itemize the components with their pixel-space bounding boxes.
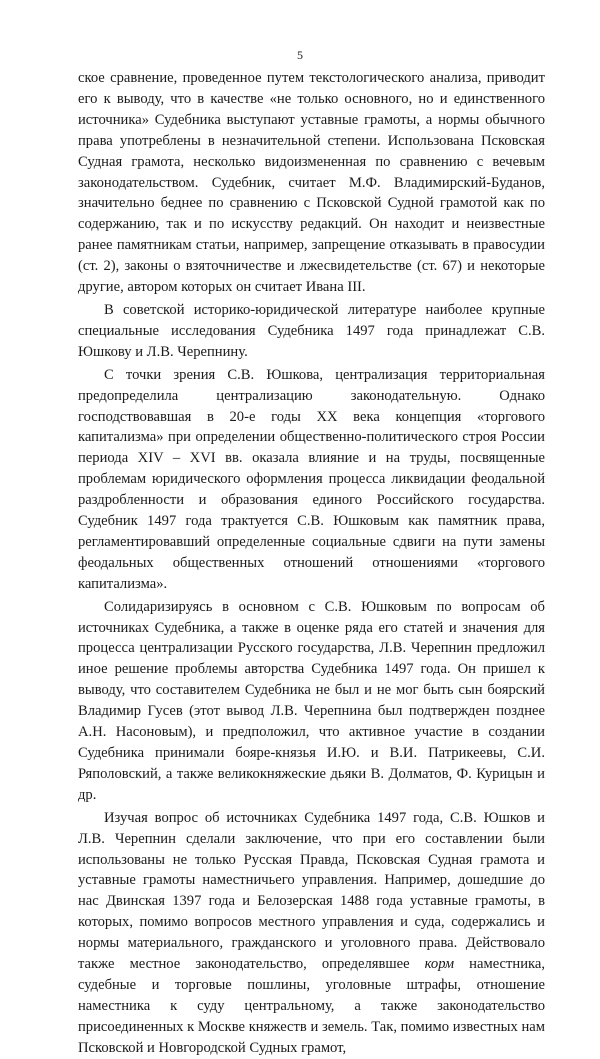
emphasized-term: корм <box>424 956 455 973</box>
page-number: 5 <box>297 48 303 62</box>
text-body <box>78 68 545 1059</box>
paragraph-4: Солидаризируясь в основном с С.В. Юшковым по вопросам об источниках Судебника, а также в оценке ряда его статей и значения для процесса централизации Русского государства, Л.В. Черепнин предложил иное решение проблемы авторства Судебника 1497 года. Он пришел к выводу, что составителем Судебника не был и не мог быть сын боярский Владимир Гусев (этот вывод Л.В. Черепнина был подтвержден позднее А.Н. Насоновым), и предположил, что активное участие в создании Судебника принимали бояре-князья И.Ю. и В.И. Патрикеевы, С.И. Ряполовский, а также великокняжеские дьяки В. Долматов, Ф. Курицын и др. <box>78 598 545 803</box>
paragraph-5-part-1: Изучая вопрос об источниках Судебника 1497 года, С.В. Юшков и Л.В. Черепнин сделали заключение, что при его составлении были использованы не только Русская Правда, Псковская Судная грамота и уставные грамоты наместничьего управления. Например, дошедшие до нас Двинская 1397 года и Белозерская 1488 года уставные грамоты, в которых, помимо вопросов местного управления и суда, содержались и нормы материального, гражданского и уголовного права. Действовало также местное законодательство, определявшее <box>78 809 545 973</box>
paragraph-5-part-2: наместника, судебные и торговые пошлины, уголовные штрафы, отношение наместника к суду центральному, а также законодательство присоединенных к Москве княжеств и земель. Так, помимо известных нам Псковской и Новгородской Судных грамот, <box>78 956 546 1056</box>
paragraph-2: В советской историко-юридической литературе наиболее крупные специальные исследования Судебника 1497 года принадлежат С.В. Юшкову и Л.В. Черепнину. <box>78 301 545 360</box>
paragraph-1: ское сравнение, проведенное путем текстологического анализа, приводит его к выводу, что в качестве «не только основного, но и единственного источника» Судебника выступают уставные грамоты, а нормы обычного права употреблены в незначительной степени. Использована Псковская Судная грамота, несколько видоизмененная по сравнению с вечевым законодательством. Судебник, считает М.Ф. Владимирский-Буданов, значительно беднее по сравнению с Псковской Судной грамотой как по содержанию, так и по искусству редакций. Он находит и неизвестные ранее памятникам статьи, например, запрещение отказывать в правосудии (ст. 2), законы о взяточничестве и лжесвидетельстве (ст. 67) и некоторые другие, автором которых он считает Ивана III. <box>78 70 545 296</box>
paragraph-3: С точки зрения С.В. Юшкова, централизация территориальная предопределила централизацию законодательную. Однако господствовавшая в 20-е годы XX века концепция «торгового капитализма» при определении общественно-политического строя России периода XIV – XVI вв. оказала влияние и на труды, посвященные проблемам юридического оформления процесса ликвидации феодальной раздробленности и образования единого Российского государства. Судебник 1497 года трактуется С.В. Юшковым как памятник права, регламентировавший определенные социальные сдвиги на пути замены феодальных общественных отношений отношениями «торгового капитализма». <box>78 366 545 592</box>
paragraph-5 <box>78 808 545 1059</box>
